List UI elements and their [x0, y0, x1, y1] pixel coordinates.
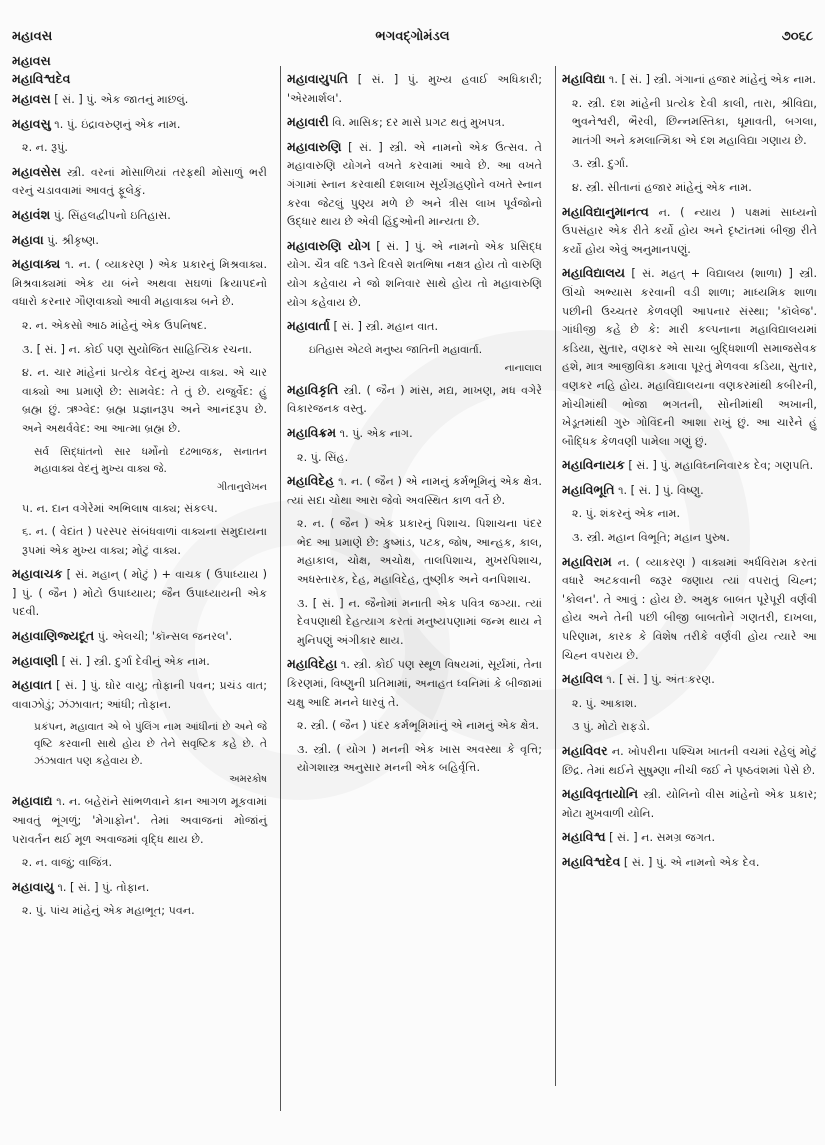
headword: મહાવિવર: [562, 743, 608, 758]
column-3: [562, 70, 817, 878]
headword: મહાવારુણિ: [287, 138, 342, 154]
definition: ૧. ન. બહેરાંને સાંભળવાને કાન આગળ મૂકવામાં આવતું ભૂંગળું; 'મેગાફોન'. તેમાં અવાજનાં મોજાંનું પરાવર્તન થઈ મૂળ અવાજમાં વૃદ્ધિ થાય છે.: [12, 795, 267, 846]
headword: મહાવાક્ય: [12, 256, 61, 272]
dictionary-entry: [12, 163, 267, 201]
citation-source: ગીતાનુલેખન: [217, 481, 267, 493]
headword: મહાવા: [12, 231, 44, 247]
headword: મહાવિવૃતાયોનિ: [562, 786, 639, 802]
headword: મહાવાર્તા: [287, 318, 330, 334]
headword: મહાવિશ્વ: [562, 829, 606, 845]
headword: મહાવસેસ: [12, 163, 61, 179]
definition: [ સં. મહત્ + વિદ્યાલય (શાળા) ] સ્ત્રી. ઊંચો અભ્યાસ કરવાની વડી શાળા; માધ્યમિક શાળા પછીની ઉચ્ચતર કેળવણી આપનાર સંસ્થા; 'કૉલેજ'. ગાંધીજી કહે છે કે: મારી કલ્પનાના મહાવિદ્યાલયમાં કડિયા, સુતાર, વણકર એ સાચા બુદ્ધિશાળી સમાજસેવક હશે, માત્ર આજીવિકા કમાવા પૂરતું મેળવવા કડિયા, સુતાર, વણકર નહિ હોય. મહાવિદ્યાલયના વણકરમાંથી કબીરની, મોચીમાંથી ભોજા ભગતની, સોનીમાંથી અખાની, ખેડૂતમાંથી ગુરુ ગોવિંદની આશા રાખું છું. આ ચારેને હું બૌદ્ધિક કેળવણી પામેલા ગણું છું.: [562, 267, 817, 448]
citation-source: નાનાલાલ: [504, 362, 542, 374]
dictionary-title: ભગવદ્ગોમંડલ: [375, 28, 450, 44]
dictionary-entry: [12, 652, 267, 672]
definition: [ સં. ] પું. મહાવિઘ્નનિવારક દેવ; ગણપતિ.: [628, 459, 814, 473]
sense-definition: ૫. ન. દાન વગેરેમાં અભિલાષ વાક્ય; સંકલ્પ.: [22, 501, 218, 515]
definition: ૧. ન. ( વ્યાકરણ ) એક પ્રકારનું મિશ્રવાક્ય. મિશ્રવાક્યમાં એક યા બંને અથવા સઘળાં ક્રિયાપદનો વધારો કરનાર ગૌણવાક્યો આવી મહાવાક્ય બને છે.: [12, 258, 267, 309]
definition: સ્ત્રી. ( જૈન ) માંસ, મદ્ય, માખણ, મધ વગેરે વિકારજનક વસ્તુ.: [287, 383, 542, 416]
citation-source: અમરકોષ: [229, 774, 267, 786]
dictionary-entry: [562, 742, 817, 780]
definition: ૧. [ સં. ] પું. વિષ્ણુ.: [618, 483, 704, 497]
column-2: [287, 70, 542, 783]
definition: સ્ત્રી. વરનાં મોસાળિયાં તરફથી મોસાળું ભરી વરનું ચડાવવામાં આવતું ફૂલેકું.: [12, 165, 268, 198]
dictionary-entry: [12, 206, 267, 226]
dictionary-entry: [12, 565, 267, 622]
definition: [ સં. ] પું. એ નામનો એક દેવ.: [623, 855, 760, 869]
sense-definition: ૩. [ સં. ] ન. જૈનોમાં મનાતી એક પવિત્ર જગ્યા. ત્યાં દેવપણાથી દેહત્યાગ કરતાં મનુષ્યપણામાં જન્મ થાય ને મુનિપણું અંગીકાર થાય.: [297, 596, 542, 647]
definition: [ સં. ] પું. એક જાતનું માછલું.: [54, 93, 189, 106]
sense-definition: ૩. સ્ત્રી. મહાન વિભૂતિ; મહાન પુરુષ.: [572, 531, 730, 545]
definition: ન. ( વ્યાકરણ ) વાક્યમાં અર્ધવિરામ કરતાં વધારે અટકવાની જરૂર જણાય ત્યાં વપરાતું ચિહ્ન; 'કોલન'. તે આવું : હોય છે. અમુક બાબત પૂરેપૂરી વર્ણવી હોય અને તેની પછી બીજી બાબતોને ગણતરી, દાખલા, પરિણામ, કારક કે વિશેષ તરીકે વર્ણવી હોય ત્યારે આ ચિહ્ન વપરાય છે.: [562, 555, 818, 662]
definition: ૧. [ સં. ] પું. તોફાન.: [57, 880, 150, 894]
column-divider: [555, 66, 556, 1086]
headword: મહાવસુ: [12, 115, 51, 131]
definition: ૧. [ સં. ] પું. અંતઃકરણ.: [606, 673, 715, 687]
header-left-word: મહાવસ: [12, 28, 53, 44]
dictionary-entry: [562, 264, 817, 451]
dictionary-entry: [562, 70, 817, 90]
sense-definition: ૨. ન. એકસો આઠ માંહેનું એક ઉપનિષદ.: [22, 318, 207, 332]
headword: મહાવાત: [12, 677, 52, 693]
dictionary-entry: [287, 472, 542, 510]
quotation: પ્રકંપન, મહાવાત એ બે પુંલિંગ નામ આંધીનાં છે અને જે વૃષ્ટિ કરવાની સાથે હોય છે તેને સવૃષ્ટિક કહે છે. તે ઝંઝાવાત પણ કહેવાય છે.: [34, 721, 267, 768]
headword: મહાવિદ્યા: [562, 71, 606, 86]
definition: ૧. [ સં. ] સ્ત્રી. ગંગાનાં હજાર માંહેનું એક નામ.: [608, 73, 816, 86]
definition: ન. ખોપરીના પશ્ચિમ ખાતની વચમાં રહેલું મોટું છિદ્ર. તેમાં થઈને સુષુમ્ણા નીચી જઈ ને પૃષ્ઠવંશમાં પેસે છે.: [562, 745, 818, 777]
dictionary-entry: [287, 70, 542, 108]
sense-definition: ૨. પું. સિંહ.: [297, 450, 349, 464]
headword: મહાવિદ્યાલય: [562, 265, 626, 281]
headword: મહાવિક્રમ: [287, 424, 337, 440]
sense-definition: ૬. ન. ( વેદાંત ) પરસ્પર સંબંધવાળાં વાક્યના સમુદાયના રૂપમાં એક મુખ્ય વાક્ય; મોટું વાક્ય.: [22, 525, 267, 557]
definition: [ સં. ] પું. એ નામનો એક પ્રસિદ્ધ યોગ. ચૈત્ર વદિ ૧૩ને દિવસે શતભિષા નક્ષત્ર હોય તો વારુણિ યોગ કહેવાય ને જો શનિવાર સાથે હોય તો મહાવારુણિ યોગ કહેવાય છે.: [287, 239, 542, 309]
dictionary-entry: [12, 627, 267, 647]
sense-definition: ૨. પું. આકાશ.: [572, 696, 638, 710]
column-divider: [280, 66, 281, 1111]
definition: સ્ત્રી. યોનિનો વીસ માંહેનો એક પ્રકાર; મોટા મુખવાળી યોનિ.: [562, 788, 817, 820]
dictionary-entry: [12, 255, 267, 312]
quotation: ઇતિહાસ એટલે મનુષ્ય જાતિની મહાવાર્તા.: [309, 343, 483, 356]
quotation: સર્વ સિદ્ધાંતનો સાર ધર્મોનો દઢભાજક, સનાતન મહાવાક્ય વેદનું મુખ્ય વાક્ય જે.: [34, 445, 267, 475]
definition: [ સં. ] સ્ત્રી. મહાન વાત.: [333, 320, 439, 334]
dictionary-entry: [12, 115, 267, 135]
definition: ૧. પું. ઇંદ્રાવરુણનું એક નામ.: [54, 117, 181, 131]
page-number: ૭૦૬૮: [781, 28, 813, 44]
column-1: [12, 90, 267, 926]
guide-words: [12, 52, 70, 88]
headword: મહાવિદ્યાનુમાનત્વ: [562, 203, 649, 219]
definition: [ સં. ] સ્ત્રી. એ નામનો એક ઉત્સવ. તે મહાવારુણિ યોગને વખતે કરવામાં આવે છે. આ વખતે ગંગામાં સ્નાન કરવાથી દશલાખ સૂર્યગ્રહણોને વખતે સ્નાન કરવા જેટલું પુણ્ય મળે છે અને ત્રીસ લાખ પૂર્વજોનો ઉદ્ધાર થાય છે એવી હિંદુઓની માન્યતા છે.: [287, 140, 542, 229]
sense-definition: ૩. [ સં. ] ન. કોઈ પણ સુયોજિત સાહિત્યિક રચના.: [22, 342, 253, 356]
dictionary-entry: [287, 381, 542, 419]
headword: મહાવારુણિ યોગ: [287, 237, 371, 253]
headword: મહાવાયુ: [12, 878, 54, 894]
headword: મહાવિભૂતિ: [562, 481, 615, 497]
headword: મહાવિકૃતિ: [287, 381, 339, 397]
sense-definition: ૨. ન. વાજું; વાજિંત્ર.: [22, 856, 113, 870]
dictionary-entry: [287, 655, 542, 712]
sense-definition: ૩. સ્ત્રી. દુર્ગા.: [572, 157, 629, 171]
headword: મહાવિદેહ: [287, 473, 335, 489]
headword: મહાવંશ: [12, 206, 51, 222]
sense-definition: ૪. ન. ચાર માંહેનાં પ્રત્યેક વેદનું મુખ્ય વાક્ય. એ ચાર વાક્યો આ પ્રમાણે છે: સામવેદ: તે તું છે. યજુર્વેદ: હું બ્રહ્મ છું. ઋગ્વેદ: બ્રહ્મ પ્રજ્ઞાનરૂપ અને આનંદરૂપ છે. અને અથર્વવેદ: આ આત્મા બ્રહ્મ છે.: [22, 366, 267, 435]
dictionary-entry: [562, 203, 817, 260]
dictionary-entry: [12, 90, 267, 110]
headword: મહાવાદ્ય: [12, 793, 53, 809]
definition: [ સં. ] પું. મુખ્ય હવાઈ અધિકારી; 'એરમાર્શલ'.: [287, 73, 542, 105]
sense-definition: ૩. સ્ત્રી. ( યોગ ) મનની એક ખાસ અવસ્થા કે વૃત્તિ; યોગશાસ્ત્ર અનુસાર મનની એક બહિર્વૃત્તિ.: [297, 742, 542, 775]
definition: ૧. ન. ( જૈન ) એ નામનું કર્મભૂમિનું એક ક્ષેત્ર. ત્યાં સદા ચોથા આરા જેવો અવસ્થિત કાળ વર્તે છે.: [287, 475, 542, 507]
sense-definition: ૨. પું. પાંચ માંહેનું એક મહાભૂત; પવન.: [22, 904, 195, 918]
definition: ૧. સ્ત્રી. કોઈ પણ સ્થૂળ વિષયમાં, સૂર્યમાં, તેના કિરણમાં, વિષ્ણુની પ્રતિમામાં, અનાહત ધ્વનિમાં કે બીજામાં ચક્ષુ આદિ મનને ધારવું તે.: [287, 658, 542, 709]
headword: મહાવારી: [287, 114, 329, 130]
definition: પું. એલચી; 'કૉન્સલ જનરલ'.: [97, 630, 233, 644]
headword: મહાવિનાયક: [562, 457, 625, 473]
headword: મહાવાયુપતિ: [287, 71, 349, 86]
definition: [ સં. ] પું. ઘોર વાયુ; તોફાની પવન; પ્રચંડ વાત; વાવાઝોડું; ઝંઝાવાત; આંધી; તોફાન.: [12, 679, 267, 711]
sense-definition: ૨. ન. રૂપું.: [22, 141, 68, 155]
dictionary-entry: [12, 676, 267, 714]
definition: [ સં. ] ન. સમગ્ર જગત.: [609, 831, 716, 845]
sense-definition: ૨. સ્ત્રી. દશ માંહેની પ્રત્યેક દેવી કાલી, તારા, શ્રીવિદ્યા, ભુવનેશ્વરી, ભૈરવી, છિન્નમસ્તિકા, ધૂમાવતી, બગલા, માતંગી અને કમલાત્મિકા એ દશ મહાવિદ્યા ગણાય છે.: [572, 96, 817, 147]
sense-definition: ૨. પું. શંકરનું એક નામ.: [572, 507, 681, 521]
dictionary-entry: [287, 138, 542, 232]
definition: [ સં. ] સ્ત્રી. દુર્ગા દેવીનું એક નામ.: [61, 654, 210, 668]
dictionary-entry: [12, 792, 267, 849]
sense-definition: ૨. ન. ( જૈન ) એક પ્રકારનું પિશાચ. પિશાચના પંદર ભેદ આ પ્રમાણે છે: કુષ્માંડ, પટક, જોષ, આન્હક, કાલ, મહાકાલ, ચોક્ષ, અચોક્ષ, તાલપિશાચ, મુખરપિશાચ, અધસ્તારક, દેહ, મહાવિદેહ, તુષ્ણીક અને વનપિશાચ.: [297, 517, 542, 587]
dictionary-entry: [287, 237, 542, 312]
dictionary-entry: [562, 828, 817, 848]
definition: ન. ( ન્યાય ) પક્ષમાં સાધ્યનો ઉપસંહાર એક રીતે કર્યો હોય અને દૃષ્ટાંતમાં બીજી રીતે કર્યો હોય એવું અનુમાનપણું.: [562, 205, 817, 256]
dictionary-entry: [562, 853, 817, 873]
definition: વિ. માસિક; દર માસે પ્રગટ થતું મુખપત્ર.: [332, 116, 505, 130]
guide-word-last: મહાવિશ્વદેવ: [12, 71, 71, 86]
dictionary-entry: [562, 553, 817, 666]
guide-word-first: મહાવસ: [12, 53, 51, 68]
dictionary-entry: [287, 113, 542, 133]
dictionary-entry: [12, 231, 267, 251]
headword: મહાવાણિજ્યદૂત: [12, 628, 95, 644]
headword: મહાવિદેહા: [287, 656, 338, 672]
headword: મહાવિરામ: [562, 553, 612, 569]
dictionary-entry: [562, 481, 817, 501]
definition: પું. શ્રીકૃષ્ણ.: [47, 233, 99, 247]
sense-definition: ૩ પું. મોટો રાફડો.: [572, 720, 650, 734]
dictionary-entry: [562, 456, 817, 476]
dictionary-entry: [287, 424, 542, 444]
headword: મહાવિલ: [562, 671, 603, 687]
definition: [ સં. મહાન્ ( મોટું ) + વાચક ( ઉપાધ્યાય ) ] પું. ( જૈન ) મોટો ઉપાધ્યાય; જૈન ઉપાધ્યાયની એક પદવી.: [12, 568, 268, 619]
definition: ૧. પું. એક નાગ.: [339, 426, 413, 440]
headword: મહાવિશ્વદેવ: [562, 853, 621, 869]
dictionary-entry: [287, 317, 542, 337]
headword: મહાવાચક: [12, 566, 63, 582]
dictionary-entry: [562, 785, 817, 823]
sense-definition: ૪. સ્ત્રી. સીતાનાં હજાર માંહેનું એક નામ.: [572, 180, 752, 194]
headword: મહાવસ: [12, 91, 51, 106]
dictionary-entry: [562, 670, 817, 690]
page-header: [12, 26, 813, 46]
sense-definition: ૨. સ્ત્રી. ( જૈન ) પંદર કર્મભૂમિમાંનું એ નામનું એક ક્ષેત્ર.: [297, 719, 539, 733]
dictionary-entry: [12, 878, 267, 898]
headword: મહાવાણી: [12, 652, 59, 668]
definition: પું. સિંહલદ્વીપનો ઇતિહાસ.: [53, 208, 171, 222]
